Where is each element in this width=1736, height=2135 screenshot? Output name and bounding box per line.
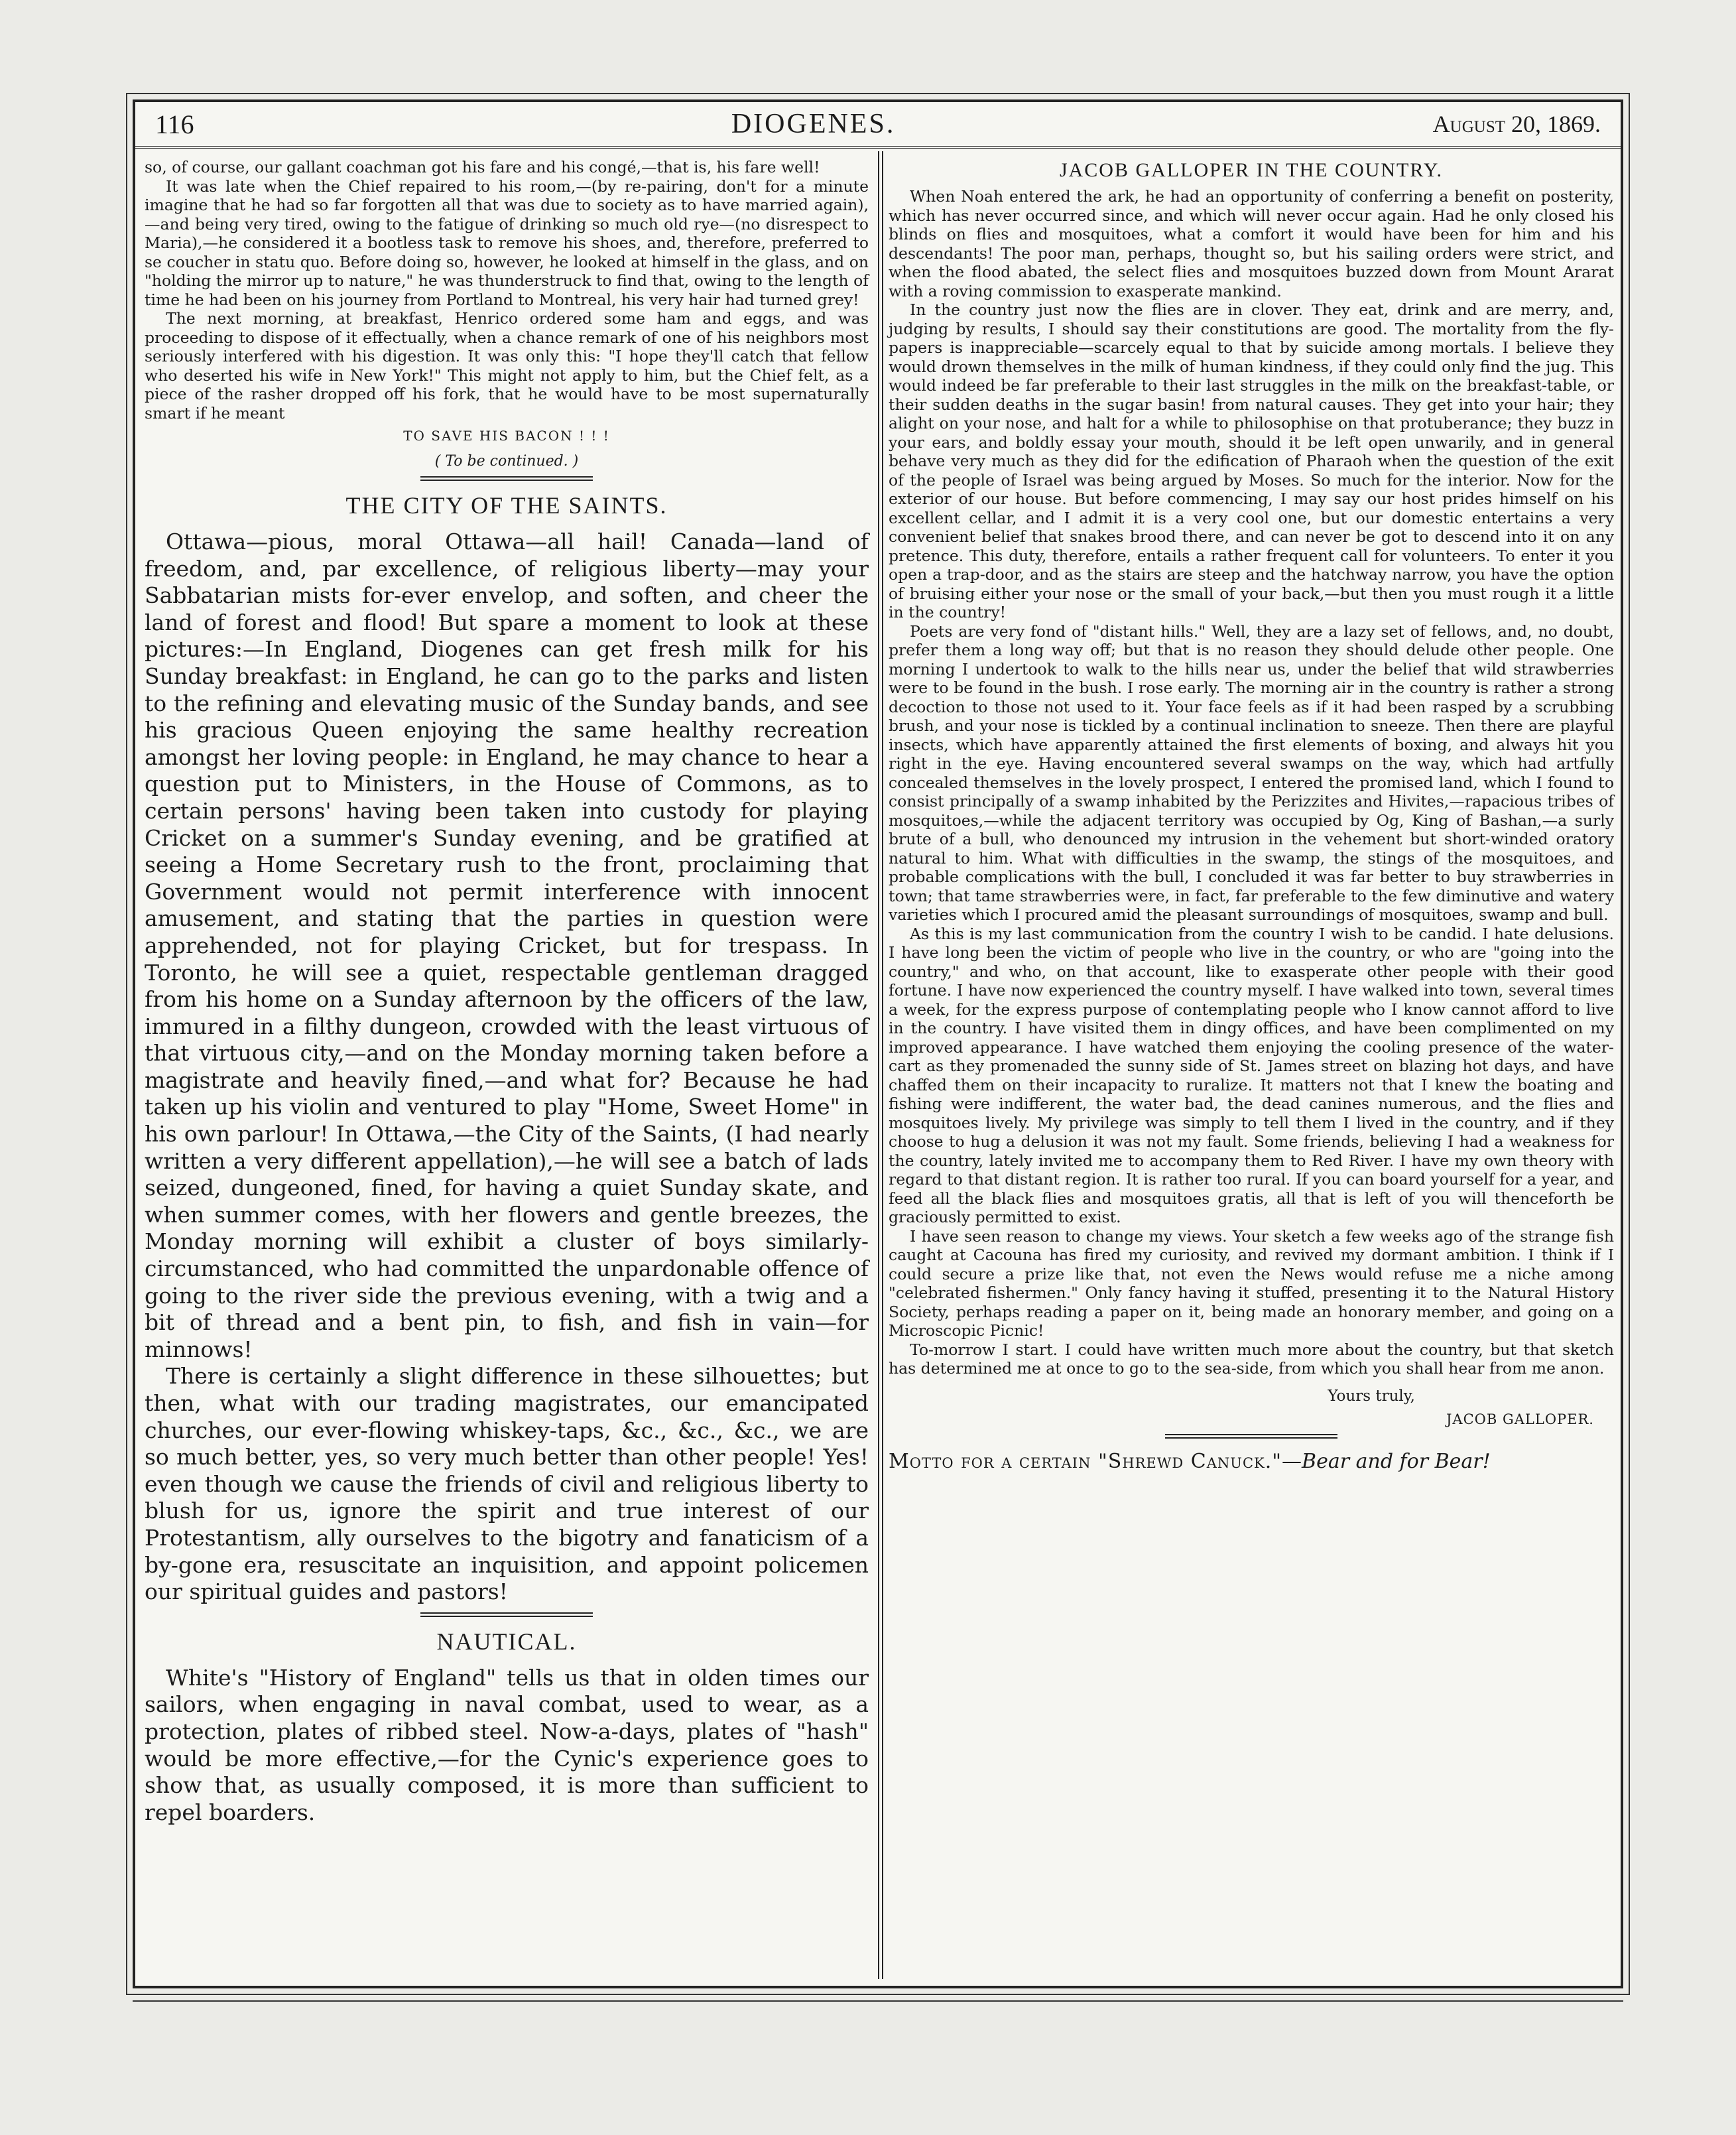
- newspaper-page: [133, 99, 1623, 1988]
- section-divider: [1165, 1434, 1337, 1439]
- paragraph: When Noah entered the ark, he had an opportunity of conferring a benefit on posterity, which has never occurred since, and which will never occur again. Had he only closed his blinds on flies and mosquitoes, what a comfort it would have been for him and his descendants! The poor man, perhaps, thought so, but his sailing orders were strict, and when the flood abated, the select flies and mosquitoes buzzed down from Mount Ararat with a roving commission to exasperate mankind.: [889, 187, 1614, 300]
- paragraph: Ottawa—pious, moral Ottawa—all hail! Canada—land of freedom, and, par excellence, of religious liberty—may your Sabbatarian mists for-ever envelop, and soften, and cheer the land of forest and flood! But spare a moment to look at these pictures:—In England, Diogenes can get fresh milk for his Sunday breakfast: in England, he can go to the parks and listen to the refining and elevating music of the Sunday bands, and see his gracious Queen enjoying the same healthy recreation amongst her loving people: in England, he may chance to hear a question put to Ministers, in the House of Commons, as to certain persons' having been taken into custody for playing Cricket on a summer's Sunday evening, and be gratified at seeing a Home Secretary rush to the front, proclaiming that Government would not permit interference with innocent amusement, and stating that the parties in question were apprehended, not for playing Cricket, but for trespass. In Toronto, he will see a quiet, respectable gentleman dragged from his home on a Sunday afternoon by the officers of the law, immured in a filthy dungeon, crowded with the least virtuous of that virtuous city,—and on the Monday morning taken before a magistrate and heavily fined,—and what for? Because he had taken up his violin and ventured to play "Home, Sweet Home" in his own parlour! In Ottawa,—the City of the Saints, (I had nearly written a very different appellation),—he will see a batch of lads seized, dungeoned, fined, for having a quiet Sunday skate, and when summer comes, with her flowers and gentle breezes, the Monday morning will exhibit a cluster of boys similarly-circumstanced, who had committed the unpardonable offence of going to the river side the previous evening, with a twig and a bit of thread and a bent pin, to fish, and fish in vain—for minnows!: [145, 529, 869, 1362]
- paragraph: It was late when the Chief repaired to his room,—(by re-pairing, don't for a minute imagine that he had so far forgotten all that was due to society as to have married again),—and being very tired, owing to the fatigue of drinking so much old rye—(no disrespect to Maria),—he considered it a bootless task to remove his shoes, and, therefore, preferred to se coucher in statu quo. Before doing so, however, he looked at himself in the glass, and on "holding the mirror up to nature," he was thunderstruck to find that, owing to the length of time he had been on his journey from Portland to Montreal, his very hair had turned grey!: [145, 176, 869, 309]
- letter-signature: JACOB GALLOPER.: [1446, 1411, 1594, 1427]
- article-title-jacob-galloper: JACOB GALLOPER IN THE COUNTRY.: [1059, 159, 1444, 181]
- to-be-continued: ( To be continued. ): [434, 453, 579, 470]
- paragraph: In the country just now the flies are in clover. They eat, drink and are merry, and, judging by results, I should say their constitutions are good. The mortality from the fly-papers is inappreciable—scarcely equal to that by suicide among mortals. I believe they would drown themselves in the milk of human kindness, if they could only find the jug. This would indeed be far preferable to their last struggles in the milk on the breakfast-table, or their sudden deaths in the sugar basin! from natural causes. They get into your hair; they alight on your nose, and halt for a while to philosophise on that protuberance; they buzz in your ears, and boldly essay your mouth, should it be left open unwarily, and in general behave very much as they did for the edification of Pharaoh when the question of the exit of the people of Israel was being argued by Moses. So much for the interior. Now for the exterior of our house. But before commencing, I may say our host prides himself on his excellent cellar, and I admit it is a very cool one, but our domestic entertains a very convenient belief that snakes brood there, and can never be got to descend into it on any pretence. This duty, therefore, entails a rather frequent call for volunteers. To enter it you open a trap-door, and as the stairs are steep and the hatchway narrow, you have the option of bruising either your nose or the small of your back,—but then you must rough it a little in the country!: [889, 300, 1614, 621]
- article-city-of-saints: [145, 529, 869, 1606]
- motto-tail: —Bear and for Bear!: [1282, 1449, 1491, 1473]
- masthead: [135, 102, 1621, 149]
- paragraph: The next morning, at breakfast, Henrico ordered some ham and eggs, and was proceeding to dispose of it effectually, when a chance remark of one of his neighbors most seriously interfered with his digestion. It was only this: "I hope they'll catch that fellow who deserted his wife in New York!" This might not apply to him, but the Chief felt, as a piece of the rasher dropped off his fork, that he would have to be most supernaturally smart if he meant: [145, 309, 869, 422]
- serial-continuation: [145, 158, 869, 422]
- paragraph: As this is my last communication from the country I wish to be candid. I hate delusions. I have long been the victim of people who live in the country, or who are "going into the country," and who, on that account, like to exasperate other people with their good fortune. I have now experienced the country myself. I have walked into town, several times a week, for the express purpose of contemplating people who I know cannot afford to live in the country. I have visited them in dingy offices, and have been complimented on my improved appearance. I have watched them enjoying the cooling presence of the water-cart as they promenaded the sunny side of St. James street on blazing hot days, and have chaffed them on their incapacity to ruralize. It matters not that I knew the boating and fishing were indifferent, the water bad, the dead canines numerous, and the flies and mosquitoes lively. My privilege was simply to tell them I lived in the country, and if they choose to hug a delusion it was not my fault. Some friends, believing I had a weakness for the country, lately invited me to accompany them to Red River. I have my own theory with regard to that distant region. It is rather too rural. If you can board yourself for a year, and feed all the black flies and mosquitoes gratis, all that is left of you will thenceforth be graciously permitted to exist.: [889, 924, 1614, 1226]
- article-title-nautical: NAUTICAL.: [436, 1628, 577, 1655]
- page-number: 116: [155, 109, 194, 139]
- issue-date: August 20, 1869.: [1432, 111, 1601, 137]
- article-nautical: [145, 1665, 869, 1827]
- paragraph: There is certainly a slight difference in these silhouettes; but then, what with our trading magistrates, our emancipated churches, our ever-flowing whiskey-taps, &c., &c., &c., we are so much better, yes, so very much better than other people! Yes! even though we cause the friends of civil and religious liberty to blush for us, ignore the spirit and true interest of our Protestantism, ally ourselves to the bigotry and fanaticism of a by-gone era, resuscitate an inquisition, and appoint policemen our spiritual guides and pastors!: [145, 1363, 869, 1605]
- article-title-city-of-saints: THE CITY OF THE SAINTS.: [345, 492, 668, 519]
- paragraph: Poets are very fond of "distant hills." Well, they are a lazy set of fellows, and, no doubt, prefer them a long way off; but that is no reason they should delude other people. One morning I undertook to walk to the hills near us, under the belief that wild strawberries were to be found in the bush. I rose early. The morning air in the country is rather a strong decoction to those not used to it. Your face feels as if it had been rasped by a scrubbing brush, and your nose is tickled by a continual inclination to sneeze. Then there are playful insects, which have apparently attained the first elements of boxing, and always hit you right in the eye. Having encountered several swamps on the way, which had artfully concealed themselves in the lovely prospect, I entered the promised land, which I found to consist principally of a swamp inhabited by the Perizzites and Hivites,—rapacious tribes of mosquitoes,—while the adjacent territory was occupied by Og, King of Bashan,—a surly brute of a bull, who denounced my intrusion in the vehement but short-winded oratory natural to him. What with difficulties in the swamp, the stings of the mosquitoes, and probable complications with the bull, I concluded it was far better to buy strawberries in town; that tame strawberries were, in fact, far preferable to the few diminutive and watery varieties which I procured amid the pleasant surroundings of mosquitoes, swamp and bull.: [889, 621, 1614, 924]
- paragraph: I have seen reason to change my views. Your sketch a few weeks ago of the strange fish caught at Cacouna has fired my curiosity, and revived my dormant ambition. I think if I could secure a prize like that, not even the News would refuse me a niche among "celebrated fishermen." Only fancy having it stuffed, presenting it to the Natural History Society, perhaps reading a paper on it, being made an honorary member, and going on a Microscopic Picnic!: [889, 1226, 1614, 1340]
- left-column: [145, 158, 869, 1826]
- page-bottom-rule: [133, 1994, 1623, 2002]
- paragraph: White's "History of England" tells us that in olden times our sailors, when engaging in naval combat, used to wear, as a protection, plates of ribbed steel. Now-a-days, plates of "hash" would be more effective,—for the Cynic's experience goes to show that, as usually composed, it is more than sufficient to repel boarders.: [145, 1664, 869, 1825]
- section-divider: [420, 476, 593, 481]
- paragraph: so, of course, our gallant coachman got his fare and his congé,—that is, his fare well!: [145, 158, 820, 176]
- column-divider: [878, 151, 883, 1979]
- punchline: TO SAVE HIS BACON ! ! !: [403, 428, 610, 444]
- paragraph: To-morrow I start. I could have written much more about the country, but that sketch has determined me at once to go to the sea-side, from which you shall hear from me anon.: [889, 1340, 1614, 1378]
- section-divider: [420, 1612, 593, 1617]
- motto: [889, 1449, 1614, 1474]
- publication-title: DIOGENES.: [731, 109, 896, 139]
- article-jacob-galloper: [889, 187, 1614, 1378]
- motto-lead: Motto for a certain "Shrewd Canuck.": [889, 1449, 1282, 1473]
- right-column: [889, 158, 1614, 1474]
- letter-closing: Yours truly,: [1328, 1387, 1415, 1405]
